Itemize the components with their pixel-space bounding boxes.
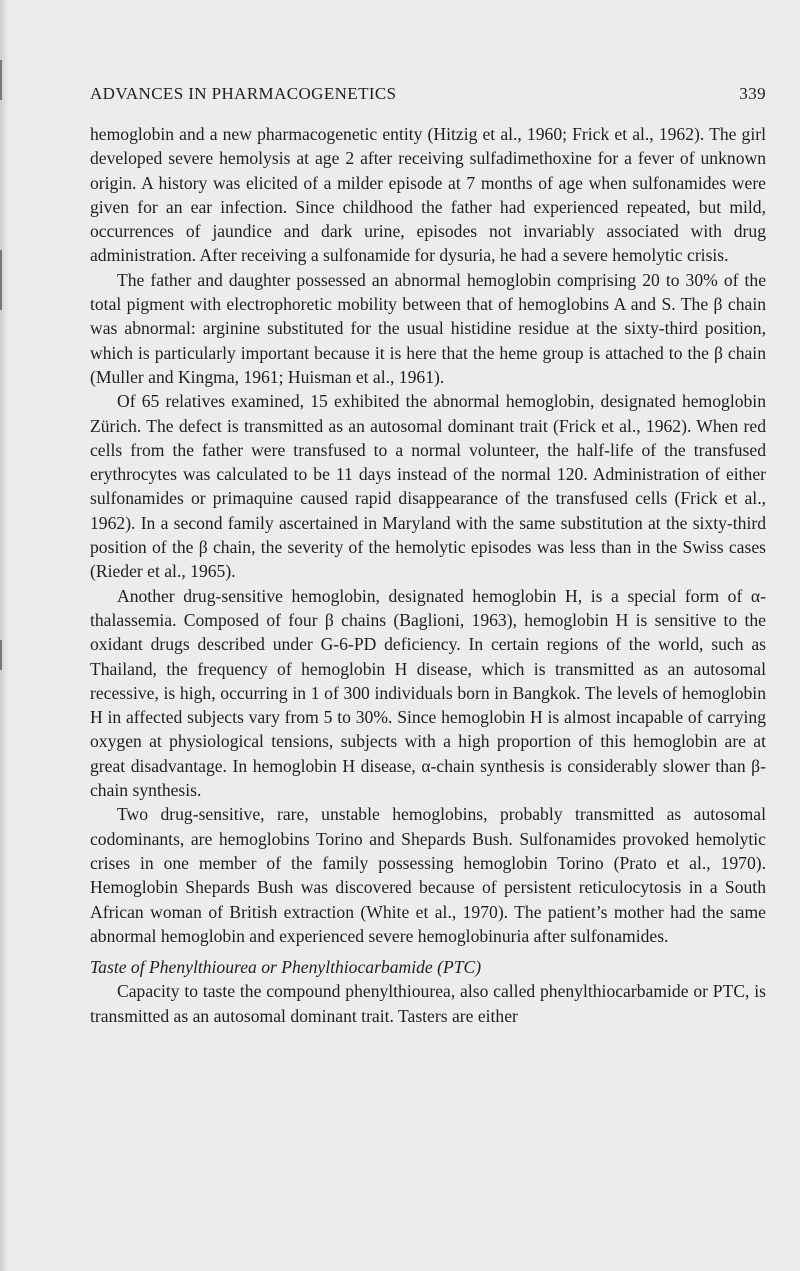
paragraph: hemoglobin and a new pharmacogenetic entity (Hitzig et al., 1960; Frick et al., 1962). The girl developed severe hemolysis at age 2 after receiving sulfadimethoxine for a fever of unknown origin. A history was elicited of a milder episode at 7 months of age when sulfonamides were given for an ear infection. Since childhood the father had experienced repeated, but mild, occurrences of jaundice and dark urine, episodes not invariably associated with drug administration. After receiving a sulfonamide for dysuria, he had a severe hemolytic crisis. xyxy=(90,124,766,266)
running-head-title: ADVANCES IN PHARMACOGENETICS xyxy=(90,84,397,103)
paragraph: The father and daughter possessed an abnormal hemoglobin comprising 20 to 30% of the total pigment with electrophoretic mobility between that of hemoglobins A and S. The β chain was abnormal: arginine substituted for the usual histidine residue at the sixty-third position, which is particularly important because it is here that the heme group is attached to the β chain (Muller and Kingma, 1961; Huisman et al., 1961). xyxy=(90,269,766,387)
page-edge-shadow xyxy=(0,0,8,1271)
running-head xyxy=(90,84,766,104)
page-edge-mark xyxy=(0,640,2,670)
page-edge-mark xyxy=(0,250,2,310)
paragraph: Two drug-sensitive, rare, unstable hemoglobins, probably transmitted as autosomal codominants, are hemoglobins Torino and Shepards Bush. Sulfonamides provoked hemolytic crises in one member of the family possessing hemoglobin Torino (Prato et al., 1970). Hemoglobin Shepards Bush was discovered because of persistent reticulocytosis in a South African woman of British extraction (White et al., 1970). The patient’s mother had the same abnormal hemoglobin and experienced severe hemoglobinuria after sulfonamides. xyxy=(90,804,766,946)
section-heading: Taste of Phenylthiourea or Phenylthiocarbamide (PTC) xyxy=(90,957,482,978)
paragraph: Another drug-sensitive hemoglobin, designated hemoglobin H, is a special form of α-thalassemia. Composed of four β chains (Baglioni, 1963), hemoglobin H is sensitive to the oxidant drugs described under G-6-PD deficiency. In certain regions of the world, such as Thailand, the frequency of hemoglobin H disease, which is transmitted as an autosomal recessive, is high, occurring in 1 of 300 individuals born in Bangkok. The levels of hemoglobin H in affected subjects vary from 5 to 30%. Since hemoglobin H is almost incapable of carrying oxygen at physiological tensions, subjects with a high proportion of this hemoglobin are at great disadvantage. In hemoglobin H disease, α-chain synthesis is considerably slower than β-chain synthesis. xyxy=(90,585,766,801)
paragraph: Of 65 relatives examined, 15 exhibited the abnormal hemoglobin, designated hemoglobin Zürich. The defect is transmitted as an autosomal dominant trait (Frick et al., 1962). When red cells from the father were transfused to a normal volunteer, the half-life of the transfused erythrocytes was calculated to be 11 days instead of the normal 120. Administration of either sulfonamides or primaquine caused rapid disappearance of the transfused cells (Frick et al., 1962). In a second family ascertained in Maryland with the same substitution at the sixty-third position of the β chain, the severity of the hemolytic episodes was less than in the Swiss cases (Rieder et al., 1965). xyxy=(90,391,766,582)
paragraph: Capacity to taste the compound phenylthiourea, also called phenylthiocarbamide or PTC, is transmitted as an autosomal dominant trait. Tasters are either xyxy=(90,981,766,1026)
page-edge-mark xyxy=(0,60,2,100)
page-number: 339 xyxy=(739,84,766,103)
body-text xyxy=(90,122,766,1028)
